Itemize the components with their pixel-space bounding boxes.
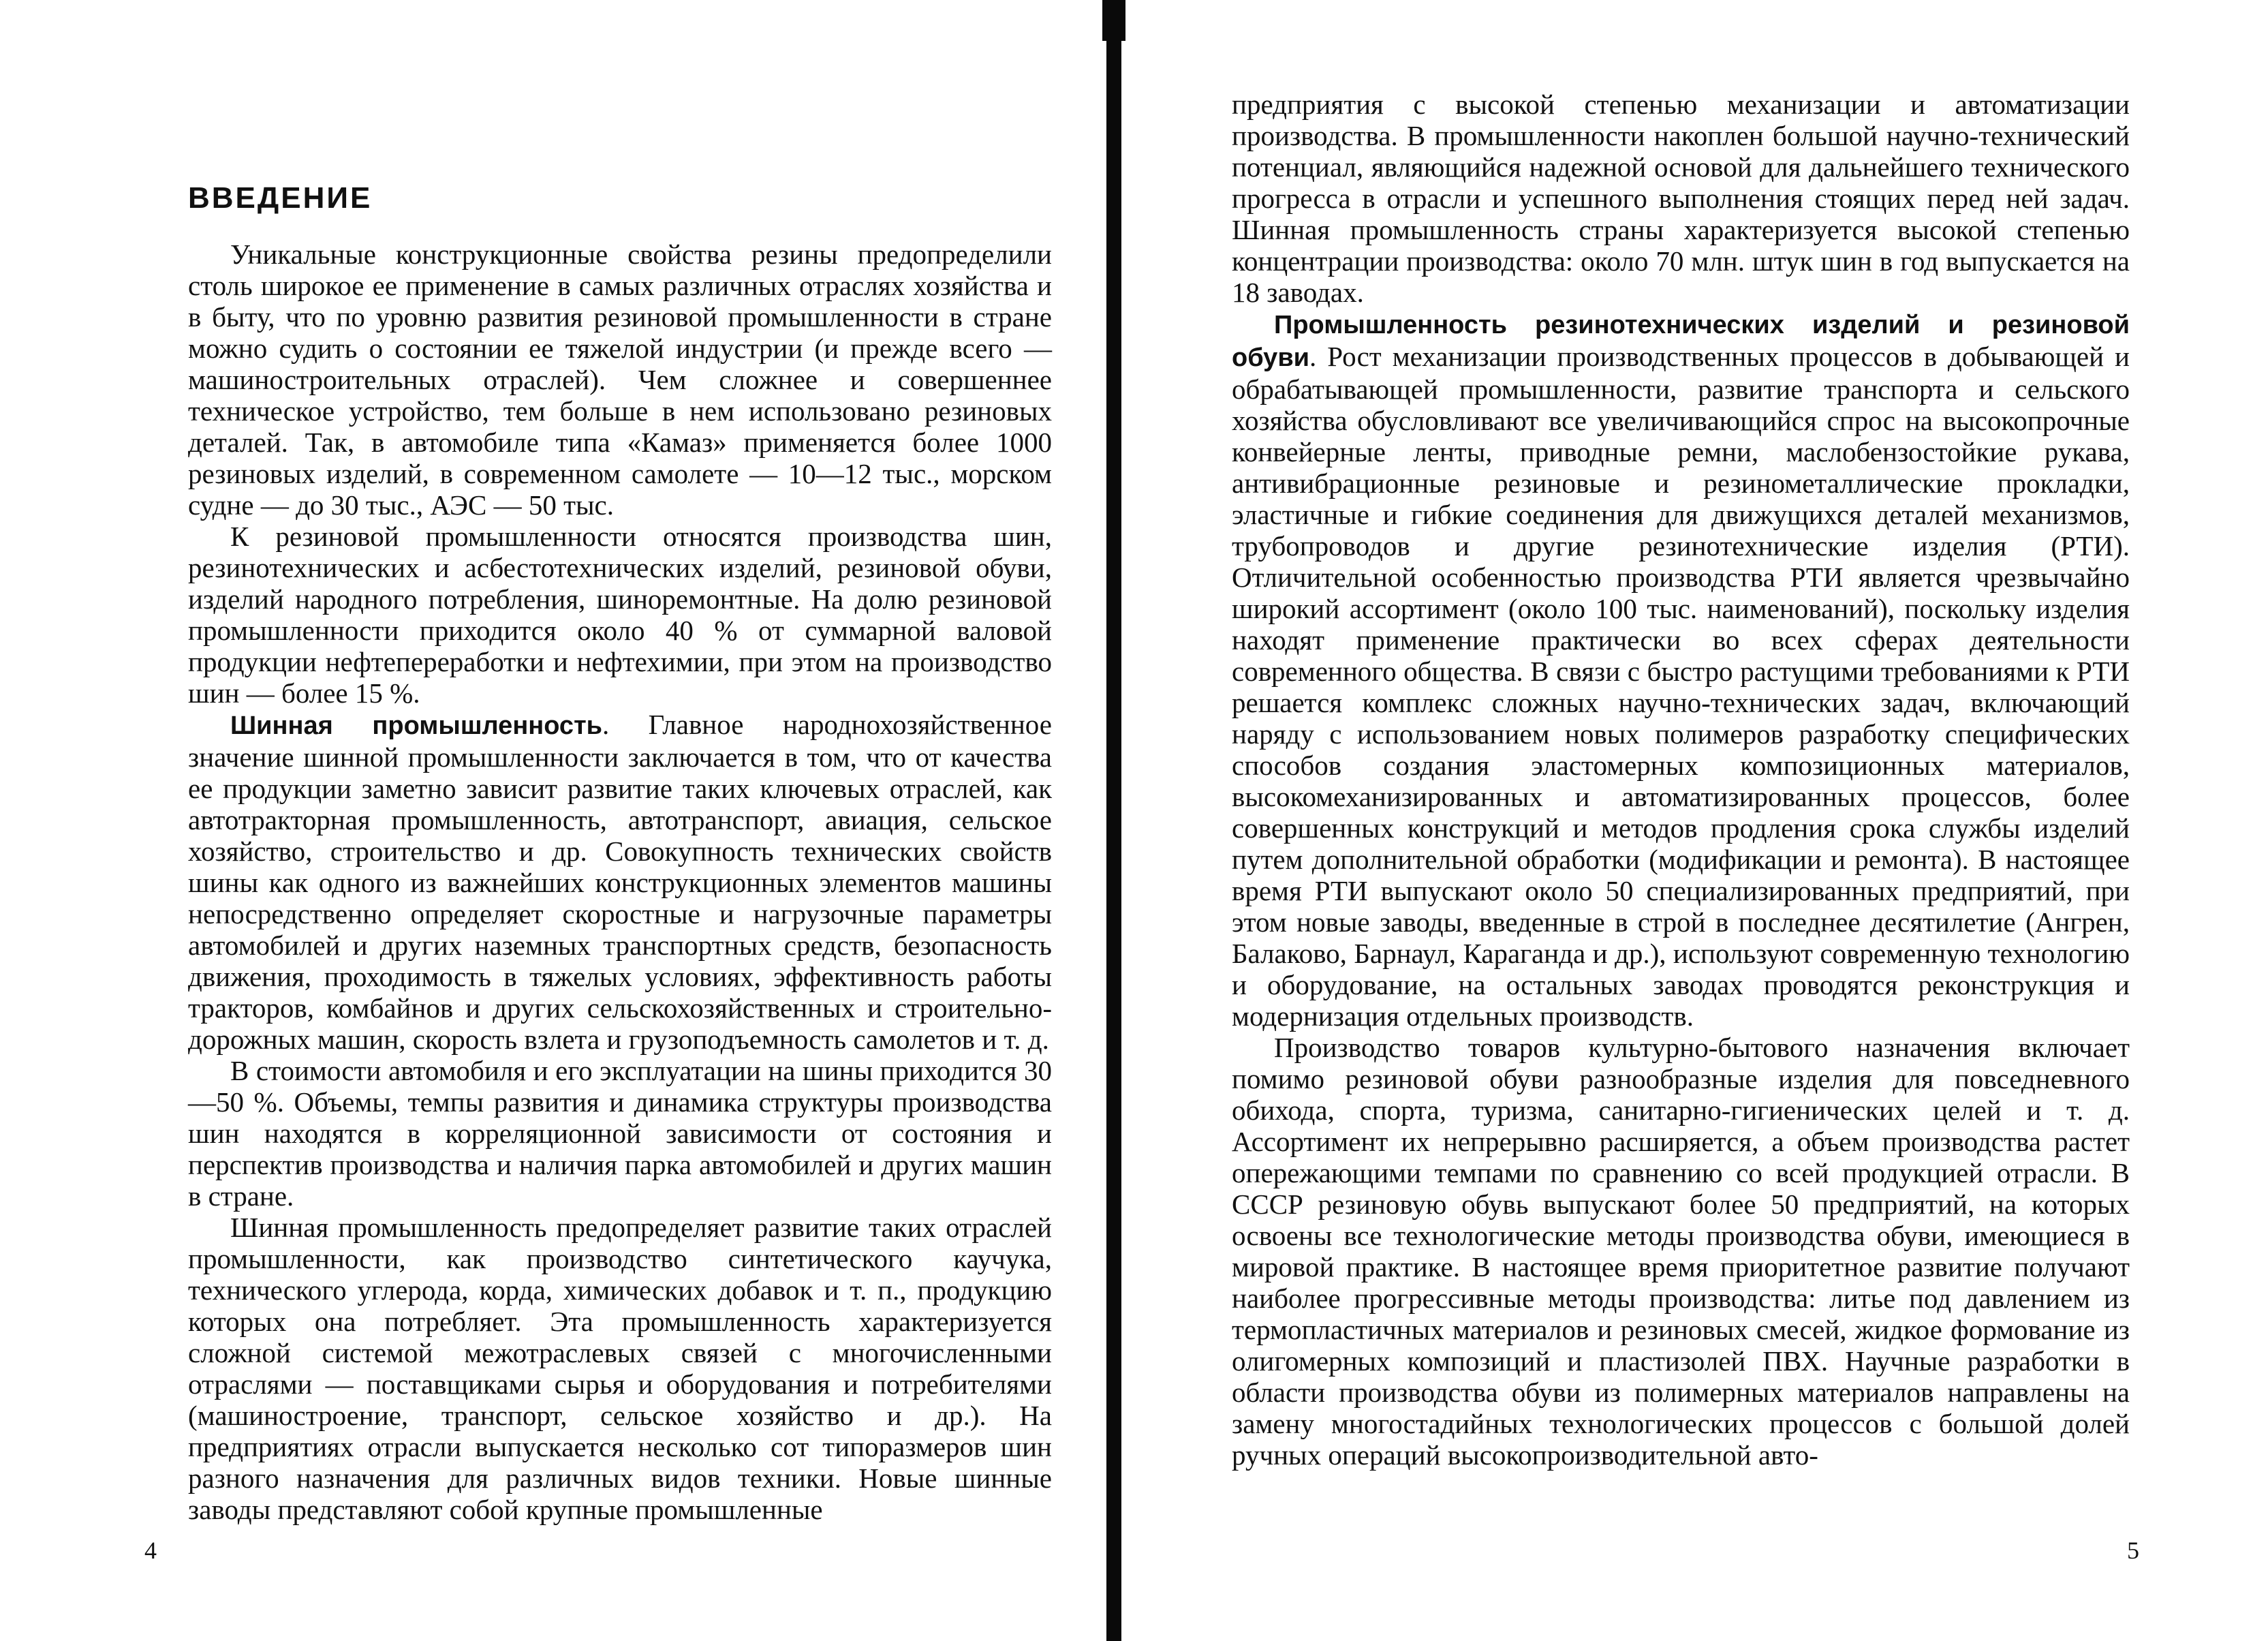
paragraph: Шинная промышленность. Главное народнохозяйственное значение шинной промышленности заключается в том, что от качества ее продукции заметно зависит развитие таких ключевых отраслей, как автотракторная промышленность, автотранспорт, авиация, сельское хозяйство, строительство и др. Совокупность технических свойств шины как одного из важнейших конструкционных элементов машины непосредственно определяет скоростные и нагрузочные параметры автомобилей и других наземных транспортных средств, безопасность движения, проходимость в тяжелых условиях, эффективность работы тракторов, комбайнов и других сельскохозяйственных и строительно-дорожных машин, скорость взлета и грузоподъемность самолетов и т. д. — [188, 709, 1052, 1055]
left-text-block — [188, 239, 1052, 1525]
page-number: 4 — [144, 1537, 157, 1564]
book-spine — [1106, 0, 1121, 1641]
paragraph: В стоимости автомобиля и его эксплуатации на шины приходится 30—50 %. Объемы, темпы развития и динамика структуры производства шин находятся в корреляционной зависимости от состояния и перспектив производства и наличия парка автомобилей и других машин в стране. — [188, 1055, 1052, 1212]
paragraph: Шинная промышленность предопределяет развитие таких отраслей промышленности, как производство синтетического каучука, технического углерода, корда, химических добавок и т. п., продукцию которых она потребляет. Эта промышленность характеризуется сложной системой межотраслевых связей с многочисленными отраслями — поставщиками сырья и оборудования и потребителями (машиностроение, транспорт, сельское хозяйство и др.). На предприятиях отрасли выпускается несколько сот типоразмеров шин разного назначения для различных видов техники. Новые шинные заводы представляют собой крупные промышленные — [188, 1212, 1052, 1525]
paragraph: Уникальные конструкционные свойства резины предопределили столь широкое ее применение в самых различных отраслях хозяйства и в быту, что по уровню развития резиновой промышленности в стране можно судить о состоянии ее тяжелой индустрии (и прежде всего — машиностроительных отраслей). Чем сложнее и совершеннее техническое устройство, тем больше в нем использовано резиновых деталей. Так, в автомобиле типа «Камаз» применяется более 1000 резиновых изделий, в современном самолете — 10—12 тыс., морском судне — до 30 тыс., АЭС — 50 тыс. — [188, 239, 1052, 521]
right-text-block — [1232, 89, 2130, 1471]
left-page — [0, 0, 1104, 1641]
run-in-heading: Шинная промышленность — [230, 711, 603, 740]
paragraph: Производство товаров культурно-бытового назначения включает помимо резиновой обуви разнообразные изделия для повседневного обихода, спорта, туризма, санитарно-гигиенических целей и т. д. Ассортимент их непрерывно расширяется, а объем производства растет опережающими темпами по сравнению со всей продукцией отрасли. В СССР резиновую обувь выпускают более 50 предприятий, на которых освоены все технологические методы производства обуви, имеющиеся в мировой практике. В настоящее время приоритетное развитие получают наиболее прогрессивные методы производства: литье под давлением из термопластичных материалов и резиновых смесей, жидкое формование из олигомерных композиций и пластизолей ПВХ. Научные разработки в области производства обуви из полимерных материалов направлены на замену многостадийных технологических процессов с большой долей ручных операций высокопроизводительной авто- — [1232, 1032, 2130, 1471]
page-heading: ВВЕДЕНИЕ — [188, 181, 373, 215]
run-in-heading: Промышленность резинотехнических изделий и резиновой обуви — [1232, 311, 2130, 372]
page-number: 5 — [2127, 1537, 2139, 1564]
paragraph: Промышленность резинотехнических изделий и резиновой обуви. Рост механизации производственных процессов в добывающей и обрабатывающей промышленности, развитие транспорта и сельского хозяйства обусловливают все увеличивающийся спрос на высокопрочные конвейерные ленты, приводные ремни, маслобензостойкие рукава, антивибрационные резиновые и резинометаллические прокладки, эластичные и гибкие соединения для движущихся деталей механизмов, трубопроводов и другие резинотехнические изделия (РТИ). Отличительной особенностью производства РТИ является чрезвычайно широкий ассортимент (около 100 тыс. наименований), поскольку изделия находят применение практически во всех сферах деятельности современного общества. В связи с быстро растущими требованиями к РТИ решается комплекс сложных научно-технических задач, включающий наряду с использованием новых полимеров разработку специфических способов создания эластомерных композиционных материалов, высокомеханизированных и автоматизированных процессов, более совершенных конструкций и методов продления срока службы изделий путем дополнительной обработки (модификации и ремонта). В настоящее время РТИ выпускают около 50 специализированных предприятий, при этом новые заводы, введенные в строй в последнее десятилетие (Ангрен, Балаково, Барнаул, Караганда и др.), используют современную технологию и оборудование, на остальных заводах проводятся реконструкция и модернизация отдельных производств. — [1232, 311, 2130, 1032]
paragraph: К резиновой промышленности относятся производства шин, резинотехнических и асбестотехнических изделий, резиновой обуви, изделий народного потребления, шиноремонтные. На долю резиновой промышленности приходится около 40 % от суммарной валовой продукции нефтепереработки и нефтехимии, при этом на производство шин — более 15 %. — [188, 521, 1052, 709]
paragraph: предприятия с высокой степенью механизации и автоматизации производства. В промышленности накоплен большой научно-технический потенциал, являющийся надежной основой для дальнейшего технического прогресса в отрасли и успешного выполнения стоящих перед ней задач. Шинная промышленность страны характеризуется высокой степенью концентрации производства: около 70 млн. штук шин в год выпускается на 18 заводах. — [1232, 89, 2130, 308]
